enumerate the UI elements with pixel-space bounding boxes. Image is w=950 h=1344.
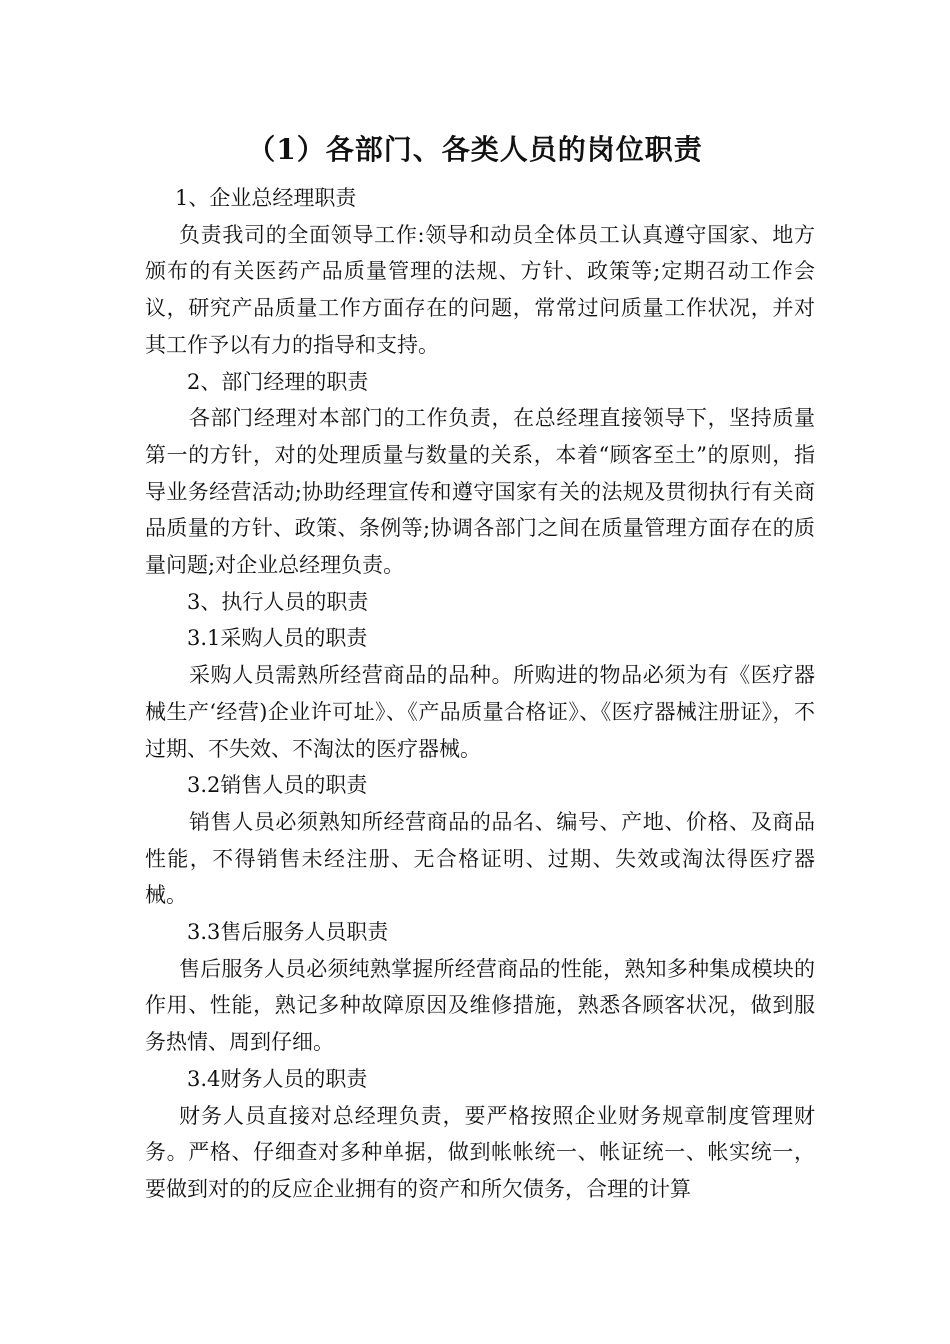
section-3-1-paragraph: 采购人员需熟所经营商品的品种。所购进的物品必须为有《医疗器械生产‘经营)企业许可址》、《产品质量合格证》、《医疗器械注册证》，不过期、不失效、不淘汰的医疗器械。 xyxy=(145,663,815,761)
section-3-2-heading: 3.2销售人员的职责 xyxy=(187,773,368,798)
section-1-paragraph: 负责我司的全面领导工作:领导和动员全体员工认真遵守国家、地方颁布的有关医药产品质量管理的法规、方针、政策等;定期召动工作会议，研究产品质量工作方面存在的问题，常常过问质量工作状况，并对其工作予以有力的指导和支持。 xyxy=(145,222,815,357)
section-3-heading: 3、执行人员的职责 xyxy=(187,589,369,614)
section-3-3-heading: 3.3售后服务人员职责 xyxy=(187,920,389,945)
section-1-heading: 1、企业总经理职责 xyxy=(175,186,357,210)
section-3-1-heading: 3.1采购人员的职责 xyxy=(187,626,368,651)
section-2-paragraph: 各部门经理对本部门的工作负责，在总经理直接领导下，坚持质量第一的方针，对的处理质量与数量的关系，本着“顾客至土”的原则，指导业务经营活动;协助经理宣传和遵守国家有关的法规及贯彻执行有关商品质量的方针、政策、条例等;协调各部门之间在质量管理方面存在的质量问题;对企业总经理负责。 xyxy=(145,406,815,578)
document-body xyxy=(145,180,815,1208)
section-3-4-heading: 3.4财务人员的职责 xyxy=(187,1066,368,1091)
section-2-heading: 2、部门经理的职责 xyxy=(187,369,369,394)
section-3-4-paragraph: 财务人员直接对总经理负责，要严格按照企业财务规章制度管理财务。严格、仔细查对多种单据，做到帐帐统一、帐证统一、帐实统一，要做到对的的反应企业拥有的资产和所欠债务，合理的计算 xyxy=(145,1103,815,1201)
section-3-3-paragraph: 售后服务人员必须纯熟掌握所经营商品的性能，熟知多种集成模块的作用、性能，熟记多种故障原因及维修措施，熟悉各顾客状况，做到服务热情、周到仔细。 xyxy=(145,956,815,1055)
document-title: （1）各部门、各类人员的岗位职责 xyxy=(247,133,703,166)
section-3-2-paragraph: 销售人员必须熟知所经营商品的品名、编号、产地、价格、及商品性能，不得销售未经注册、无合格证明、过期、失效或淘汰得医疗器械。 xyxy=(145,809,815,908)
